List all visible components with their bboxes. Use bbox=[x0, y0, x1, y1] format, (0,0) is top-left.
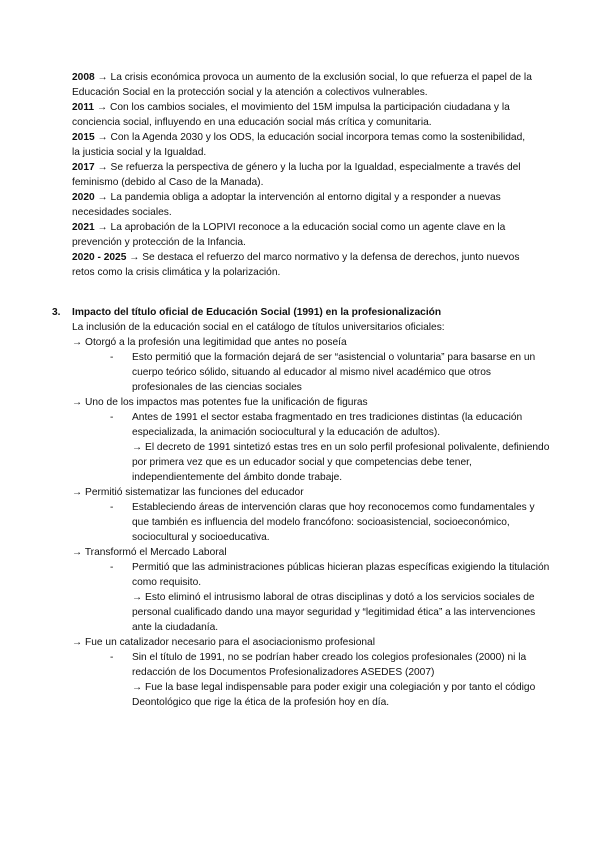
timeline-year: 2008 bbox=[72, 72, 95, 83]
arrow-separator: → bbox=[94, 162, 111, 173]
timeline bbox=[72, 70, 532, 280]
timeline-text: Con la Agenda 2030 y los ODS, la educación social incorpora temas como la sostenibilidad, la justicia social y la Igualdad. bbox=[72, 132, 526, 158]
dash-bullet: - bbox=[110, 652, 114, 663]
timeline-year: 2020 bbox=[72, 192, 95, 203]
timeline-entry bbox=[72, 100, 532, 130]
timeline-text: La pandemia obliga a adoptar la intervención al entorno digital y a responder a nuevas necesidades sociales. bbox=[72, 192, 501, 218]
timeline-year: 2021 bbox=[72, 222, 95, 233]
point-heading: → Permitió sistematizar las funciones del educador bbox=[72, 487, 304, 498]
point-heading: → Otorgó a la profesión una legitimidad que antes no poseía bbox=[72, 337, 347, 348]
sub-point-text: Permitió que las administraciones públicas hicieran plazas específicas exigiendo la titulación como requisito. bbox=[132, 562, 550, 588]
sub-point-text: Antes de 1991 el sector estaba fragmentado en tres tradiciones distintas (la educación especializada, la animación sociocultural y la educación de adultos). bbox=[132, 412, 523, 438]
timeline-year: 2017 bbox=[72, 162, 95, 173]
section-3 bbox=[52, 305, 552, 710]
sub-point-text: Sin el título de 1991, no se podrían haber creado los colegios profesionales (2000) ni la redacción de los Documentos Profesionalizadores ASEDES (2007) bbox=[132, 652, 527, 678]
sub-point-text: Estableciendo áreas de intervención claras que hoy reconocemos como fundamentales y que también es influencia del modelo francófono: socioasistencial, socioeconómico, sociocultural y socioeducativa. bbox=[132, 502, 535, 543]
timeline-text: Se refuerza la perspectiva de género y la lucha por la Igualdad, especialmente a través del feminismo (debido al Caso de la Manada). bbox=[72, 162, 521, 188]
arrow-separator: → bbox=[94, 102, 110, 113]
point-heading: → Fue un catalizador necesario para el asociacionismo profesional bbox=[72, 637, 375, 648]
point-heading: → Transformó el Mercado Laboral bbox=[72, 547, 227, 558]
dash-bullet: - bbox=[110, 412, 114, 423]
timeline-text: La aprobación de la LOPIVI reconoce a la educación social como un agente clave en la prevención y protección de la Infancia. bbox=[72, 222, 506, 248]
point-heading: → Uno de los impactos mas potentes fue la unificación de figuras bbox=[72, 397, 368, 408]
timeline-entry bbox=[72, 70, 532, 100]
timeline-text: Con los cambios sociales, el movimiento del 15M impulsa la participación ciudadana y la conciencia social, influyendo en una educación social más crítica y comunitaria. bbox=[72, 102, 510, 128]
section-heading bbox=[52, 305, 552, 320]
timeline-entry bbox=[72, 190, 532, 220]
arrow-separator: → bbox=[94, 222, 111, 233]
timeline-year: 2015 bbox=[72, 132, 95, 143]
timeline-entry bbox=[72, 130, 532, 160]
timeline-text: La crisis económica provoca un aumento de la exclusión social, lo que refuerza el papel de la Educación Social en la protección social y la atención a colectivos vulnerables. bbox=[72, 72, 532, 98]
dash-bullet: - bbox=[110, 352, 114, 363]
arrow-separator: → bbox=[94, 132, 111, 143]
timeline-year: 2011 bbox=[72, 102, 95, 113]
section-number: 3. bbox=[52, 307, 61, 318]
sub-point bbox=[110, 350, 552, 395]
arrow-separator: → bbox=[126, 252, 143, 263]
sub-point bbox=[110, 650, 552, 710]
arrow-separator: → bbox=[94, 192, 111, 203]
dash-bullet: - bbox=[110, 502, 114, 513]
dash-bullet: - bbox=[110, 562, 114, 573]
timeline-entry bbox=[72, 160, 532, 190]
sub-point-text: Esto permitió que la formación dejará de ser “asistencial o voluntaria” para basarse en un cuerpo teórico sólido, situando al educador al mismo nivel académico que otros profesionales de las ciencias sociales bbox=[132, 352, 536, 393]
section-intro: La inclusión de la educación social en el catálogo de títulos universitarios oficiales: bbox=[72, 322, 445, 333]
sub-point bbox=[110, 410, 552, 485]
sub-point-text: → Esto eliminó el intrusismo laboral de otras disciplinas y dotó a los servicios sociales de personal cualificado dando una mayor seguridad y “legitimidad ética” a las intervenciones ante la ciudadanía. bbox=[132, 592, 536, 633]
section-title: Impacto del título oficial de Educación Social (1991) en la profesionalización bbox=[72, 307, 442, 318]
timeline-text: Se destaca el refuerzo del marco normativo y la defensa de derechos, junto nuevos retos como la crisis climática y la polarización. bbox=[72, 252, 520, 278]
arrow-separator: → bbox=[94, 72, 111, 83]
timeline-entry bbox=[72, 220, 532, 250]
timeline-year: 2020 - 2025 bbox=[72, 252, 127, 263]
sub-point-text: → El decreto de 1991 sintetizó estas tres en un solo perfil profesional polivalente, definiendo por primera vez que es un educador social y que competencias debe tener, independientemente del ámbito donde trabaje. bbox=[132, 442, 550, 483]
sub-point-text: → Fue la base legal indispensable para poder exigir una colegiación y por tanto el código Deontológico que rige la ética de la profesión hoy en día. bbox=[132, 682, 536, 708]
sub-point bbox=[110, 500, 552, 545]
timeline-entry bbox=[72, 250, 532, 280]
sub-point bbox=[110, 560, 552, 635]
